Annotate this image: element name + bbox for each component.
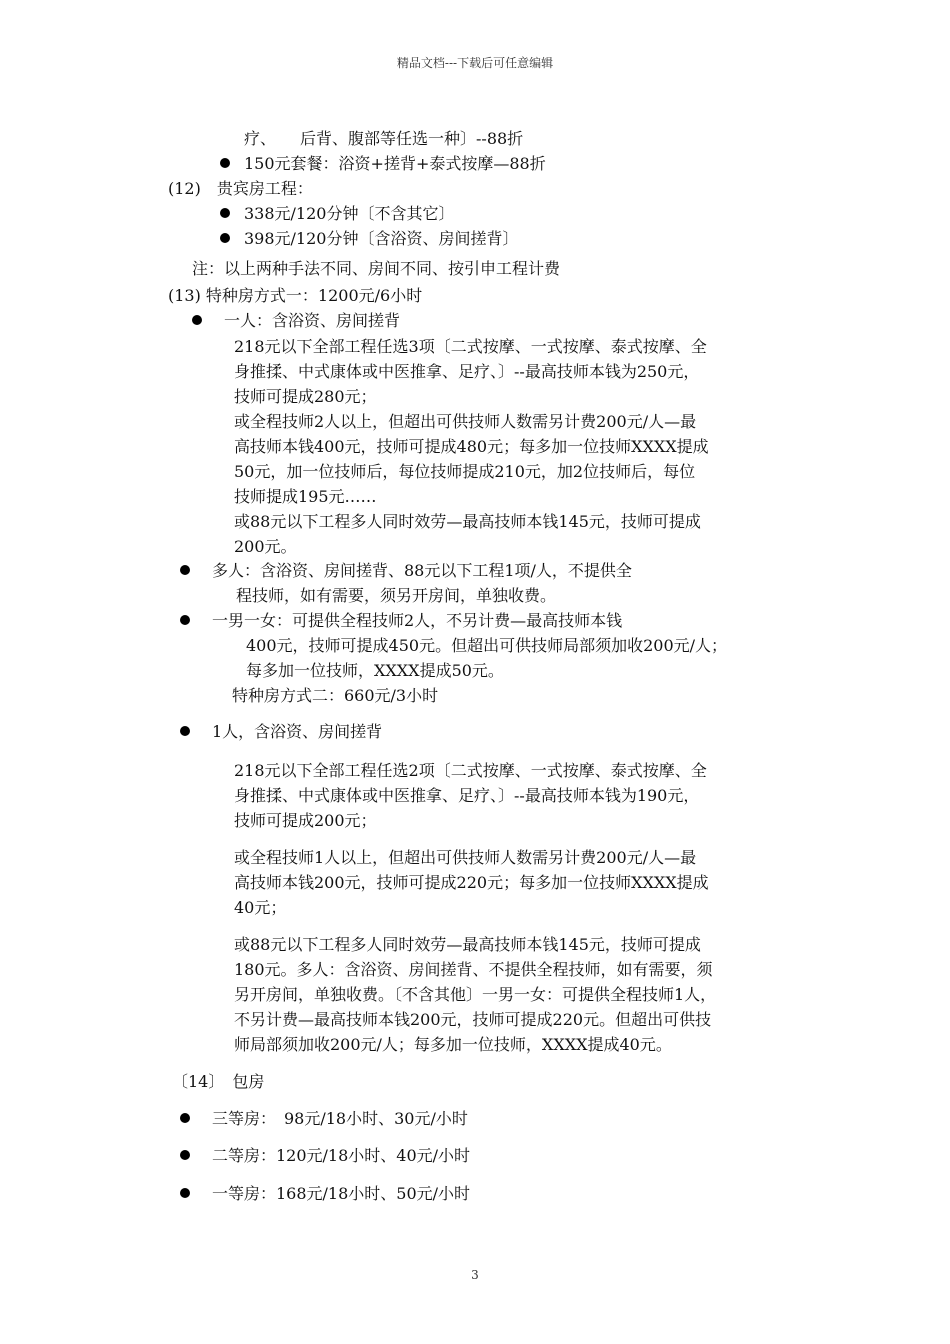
bullet-icon bbox=[220, 208, 230, 218]
text-line: 200元。 bbox=[234, 537, 297, 556]
text-line: 218元以下全部工程任选3项〔二式按摩、一式按摩、泰式按摩、全 bbox=[234, 337, 707, 356]
page-header: 精品文档---下载后可任意编辑 bbox=[396, 56, 554, 70]
text-line: 每多加一位技师，XXXX提成50元。 bbox=[246, 661, 504, 680]
text-line: 高技师本钱400元，技师可提成480元；每多加一位技师XXXX提成 bbox=[234, 437, 709, 456]
text-line: 不另计费—最高技师本钱200元，技师可提成220元。但超出可供技 bbox=[234, 1010, 712, 1029]
text-line: 特种房方式二：660元/3小时 bbox=[232, 686, 439, 705]
text-line: 或88元以下工程多人同时效劳—最高技师本钱145元，技师可提成 bbox=[234, 512, 701, 531]
bullet-icon bbox=[220, 158, 230, 168]
text-line: 程技师，如有需要，须另开房间，单独收费。 bbox=[236, 586, 557, 605]
bullet-icon bbox=[180, 726, 190, 736]
text-line: 150元套餐：浴资+搓背+泰式按摩—88折 bbox=[244, 154, 546, 173]
text-line: 398元/120分钟〔含浴资、房间搓背〕 bbox=[244, 229, 519, 248]
text-line: 技师可提成200元； bbox=[234, 811, 377, 830]
text-line: 一等房：168元/18小时、50元/小时 bbox=[212, 1184, 471, 1203]
text-line: 或全程技师1人以上，但超出可供技师人数需另计费200元/人—最 bbox=[234, 848, 697, 867]
bullet-icon bbox=[220, 233, 230, 243]
text-line: 1人，含浴资、房间搓背 bbox=[212, 722, 383, 741]
text-line: 技师可提成280元； bbox=[234, 387, 377, 406]
text-line: 身推揉、中式康体或中医推拿、足疗、〕--最高技师本钱为250元， bbox=[234, 362, 700, 381]
text-line: 180元。多人：含浴资、房间搓背、不提供全程技师，如有需要，须 bbox=[234, 960, 713, 979]
note-line: 注：以上两种手法不同、房间不同、按引申工程计费 bbox=[192, 259, 561, 278]
text-line: 师局部须加收200元/人；每多加一位技师，XXXX提成40元。 bbox=[234, 1035, 672, 1054]
page-number: 3 bbox=[471, 1268, 479, 1282]
bullet-icon bbox=[180, 1113, 190, 1123]
bullet-icon bbox=[180, 615, 190, 625]
text-line: 338元/120分钟〔不含其它〕 bbox=[244, 204, 455, 223]
section-heading: 〔14〕 包房 bbox=[172, 1072, 265, 1091]
text-line: 多人：含浴资、房间搓背、88元以下工程1项/人，不提供全 bbox=[212, 561, 632, 580]
text-line: 或88元以下工程多人同时效劳—最高技师本钱145元，技师可提成 bbox=[234, 935, 701, 954]
text-line: 另开房间，单独收费。〔不含其他〕一男一女：可提供全程技师1人， bbox=[234, 985, 717, 1004]
bullet-icon bbox=[180, 565, 190, 575]
text-line: 技师提成195元…… bbox=[234, 487, 377, 506]
bullet-icon bbox=[192, 315, 202, 325]
text-line: 218元以下全部工程任选2项〔二式按摩、一式按摩、泰式按摩、全 bbox=[234, 761, 707, 780]
text-line: 40元； bbox=[234, 898, 287, 917]
text-line: 400元，技师可提成450元。但超出可供技师局部须加收200元/人； bbox=[246, 636, 728, 655]
text-line: 高技师本钱200元，技师可提成220元；每多加一位技师XXXX提成 bbox=[234, 873, 709, 892]
text-line: 疗、 后背、腹部等任选一种〕--88折 bbox=[244, 129, 524, 148]
text-line: 一人：含浴资、房间搓背 bbox=[224, 311, 401, 330]
section-heading: (12) 贵宾房工程： bbox=[168, 179, 313, 198]
text-line: 身推揉、中式康体或中医推拿、足疗、〕--最高技师本钱为190元， bbox=[234, 786, 700, 805]
bullet-icon bbox=[180, 1150, 190, 1160]
text-line: 50元，加一位技师后，每位技师提成210元，加2位技师后，每位 bbox=[234, 462, 696, 481]
text-line: 三等房： 98元/18小时、30元/小时 bbox=[212, 1109, 468, 1128]
bullet-icon bbox=[180, 1188, 190, 1198]
text-line: 或全程技师2人以上，但超出可供技师人数需另计费200元/人—最 bbox=[234, 412, 697, 431]
text-line: 一男一女：可提供全程技师2人，不另计费—最高技师本钱 bbox=[212, 611, 623, 630]
section-heading: (13) 特种房方式一：1200元/6小时 bbox=[168, 286, 423, 305]
text-line: 二等房：120元/18小时、40元/小时 bbox=[212, 1146, 471, 1165]
